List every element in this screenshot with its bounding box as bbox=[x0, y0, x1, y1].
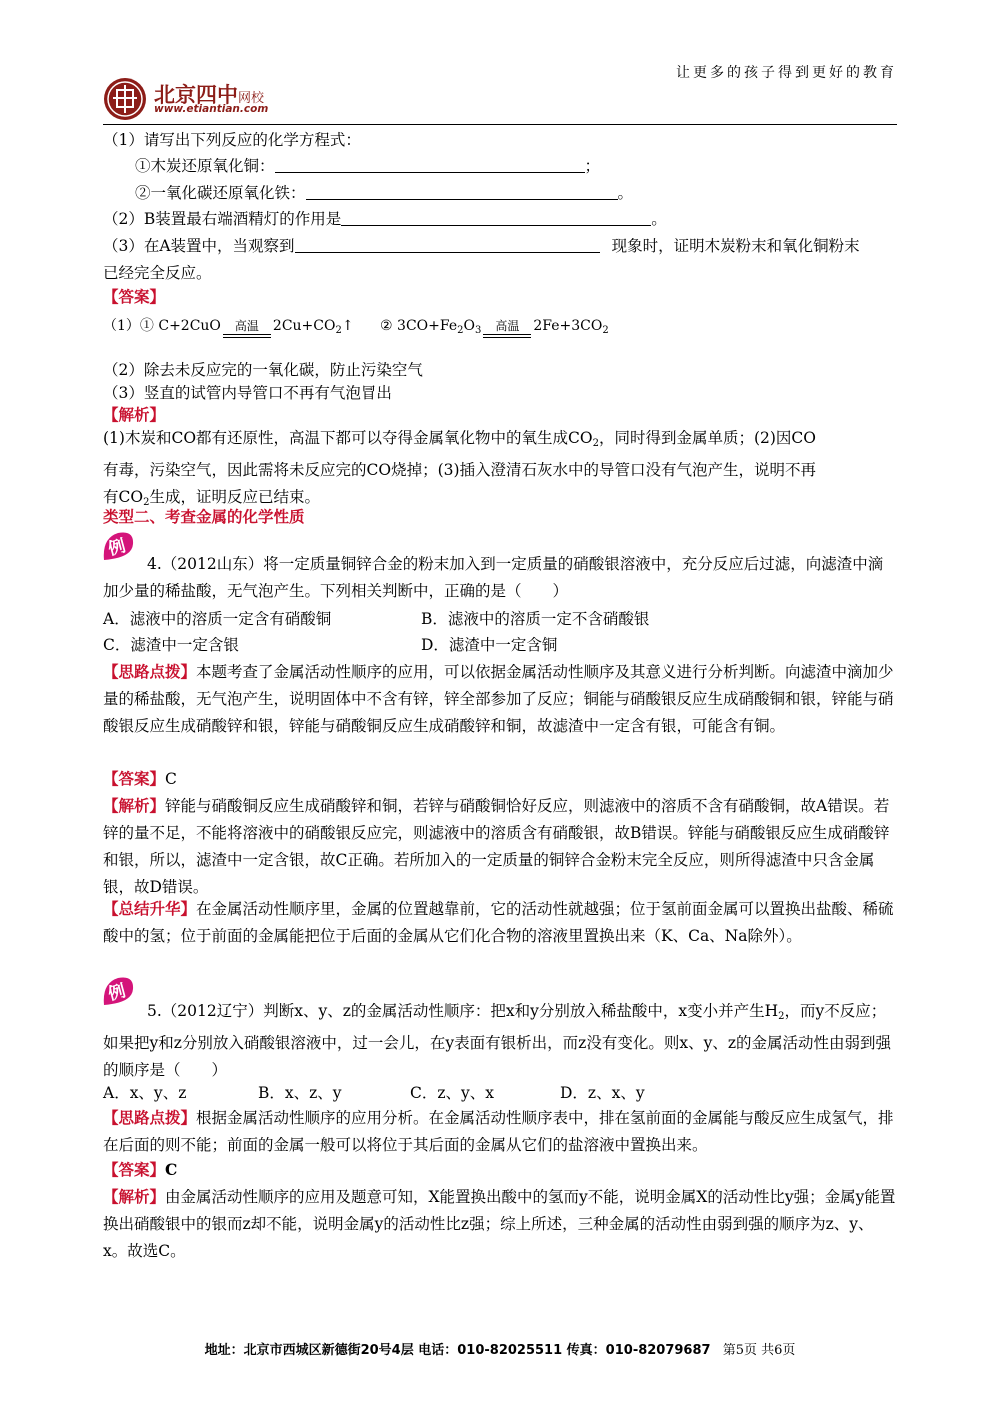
header-divider bbox=[103, 124, 897, 125]
option-d: D．z、x、y bbox=[560, 1084, 645, 1102]
section-title: 类型二、考查金属的化学性质 bbox=[103, 508, 305, 526]
q5-stem: 5.（2012辽宁）判断x、y、z的金属活动性顺序：把x和y分别放入稀盐酸中，x变小并产生$H_2$，而y不反应；如果把y和z分别放入硝酸银溶液中，过一会儿，在y表面有银析出，而z没有变化。则x、y、z的金属活动性由弱到强的顺序是（ ） bbox=[103, 1002, 892, 1079]
page-footer bbox=[0, 1339, 1000, 1358]
q3-analysis: (1)木炭和CO都有还原性，高温下都可以夺得金属氧化物中的氧生成$CO_2$，同时得到金属单质；(2)因CO 有毒，污染空气，因此需将未反应完的CO烧掉；(3)插入澄清石灰水中的导管口没有气泡产生，说明不再 有$CO_2$生成，证明反应已结束。 bbox=[103, 429, 817, 508]
q3-answer-3: （3）竖直的试管内导管口不再有气泡冒出 bbox=[103, 384, 392, 402]
logo-emblem-icon bbox=[104, 78, 146, 120]
answer-blank bbox=[275, 154, 585, 173]
q5-options bbox=[103, 1080, 897, 1106]
q3-part1b: ②一氧化碳还原氧化铁： 。 bbox=[135, 180, 897, 206]
q3-answer-equations: （1）① C+2CuO 高温 $2Cu+CO_2↑$ ② $3CO+Fe_2O_3$ 高温 $2Fe+3CO_2$ bbox=[103, 318, 609, 336]
option-d: D．滤渣中一定含铜 bbox=[421, 636, 558, 654]
answer-blank bbox=[306, 181, 618, 200]
q4-options-row2 bbox=[103, 632, 897, 658]
q3-part1: （1）请写出下列反应的化学方程式： bbox=[103, 131, 361, 149]
option-a: A．x、y、z bbox=[103, 1084, 187, 1102]
logo-url: www.etiantian.com bbox=[154, 103, 269, 115]
q3-answer-label: 【答案】 bbox=[103, 287, 166, 306]
header-slogan: 让更多的孩子得到更好的教育 bbox=[676, 65, 897, 81]
q5-answer: 【答案】C bbox=[103, 1160, 178, 1179]
q3-analysis-label: 【解析】 bbox=[103, 405, 166, 424]
q5-analysis: 【解析】由金属活动性顺序的应用及题意可知，X能置换出酸中的氢而y不能，说明金属X的活动性比y强；金属y能置换出硝酸银中的银而z却不能，说明金属y的活动性比z强；综上所述，三种金属的活动性由弱到强的顺序为z、y、x。故选C。 bbox=[103, 1187, 896, 1260]
q3-answer-2: （2）除去未反应完的一氧化碳，防止污染空气 bbox=[103, 361, 423, 379]
svg-text:例: 例 bbox=[106, 981, 128, 1005]
q4-answer: 【答案】C bbox=[103, 769, 177, 788]
answer-blank bbox=[341, 207, 651, 226]
q4-hint: 【思路点拨】本题考查了金属活动性顺序的应用，可以依据金属活动性顺序及其意义进行分析判断。向滤渣中滴加少量的稀盐酸，无气泡产生，说明固体中不含有锌，锌全部参加了反应；铜能与硝酸银反应生成硝酸铜和银，锌能与硝酸银反应生成硝酸锌和银，锌能与硝酸铜反应生成硝酸锌和铜，故滤渣中一定含有银，可能含有铜。 bbox=[103, 662, 894, 735]
logo-name: 北京四中网校 bbox=[154, 83, 265, 107]
page-number: 第5页 共6页 bbox=[722, 1343, 796, 1358]
option-c: C．滤渣中一定含银 bbox=[103, 636, 239, 654]
q3-part3: （3）在A装置中，当观察到 现象时，证明木炭粉末和氧化铜粉末 bbox=[103, 233, 897, 259]
q4-analysis: 【解析】锌能与硝酸铜反应生成硝酸锌和铜，若锌与硝酸铜恰好反应，则滤液中的溶质不含有硝酸铜，故A错误。若锌的量不足，不能将溶液中的硝酸银反应完，则滤液中的溶质含有硝酸银，故B错误。锌能与硝酸银反应生成硝酸锌和银，所以，滤渣中一定含银，故C正确。若所加入的一定质量的铜锌合金粉末完全反应，则所得滤渣中只含金属银，故D错误。 bbox=[103, 796, 890, 896]
svg-text:例: 例 bbox=[106, 536, 128, 560]
option-a: A．滤液中的溶质一定含有硝酸铜 bbox=[103, 610, 332, 628]
q4-stem: 4.（2012山东）将一定质量铜锌合金的粉末加入到一定质量的硝酸银溶液中，充分反应后过滤，向滤渣中滴加少量的稀盐酸，无气泡产生。下列相关判断中，正确的是（ ） bbox=[103, 555, 884, 600]
q3-part3-cont: 已经完全反应。 bbox=[103, 264, 212, 282]
q4-options-row1 bbox=[103, 606, 897, 632]
reaction-condition: 高温 bbox=[483, 320, 531, 338]
reaction-condition: 高温 bbox=[223, 320, 271, 338]
footer-address: 地址：北京市西城区新德街20号4层 电话：010-82025511 传真：010-82079687 bbox=[204, 1343, 711, 1358]
option-b: B．滤液中的溶质一定不含硝酸银 bbox=[421, 610, 650, 628]
q4-summary: 【总结升华】在金属活动性顺序里，金属的位置越靠前，它的活动性就越强；位于氢前面金属可以置换出盐酸、稀硫酸中的氢；位于前面的金属能把位于后面的金属从它们化合物的溶液里置换出来（K、Ca、Na除外）。 bbox=[103, 899, 894, 945]
q3-part1a: ①木炭还原氧化铜： ； bbox=[135, 153, 897, 179]
option-c: C．z、y、x bbox=[410, 1084, 495, 1102]
q5-hint: 【思路点拨】根据金属活动性顺序的应用分析。在金属活动性顺序表中，排在氢前面的金属能与酸反应生成氢气，排在后面的则不能；前面的金属一般可以将位于其后面的金属从它们的盐溶液中置换出来。 bbox=[103, 1108, 894, 1154]
option-b: B．x、z、y bbox=[258, 1084, 342, 1102]
q3-part2: （2）B装置最右端酒精灯的作用是 。 bbox=[103, 206, 897, 232]
answer-blank bbox=[295, 234, 600, 253]
logo bbox=[104, 76, 404, 122]
